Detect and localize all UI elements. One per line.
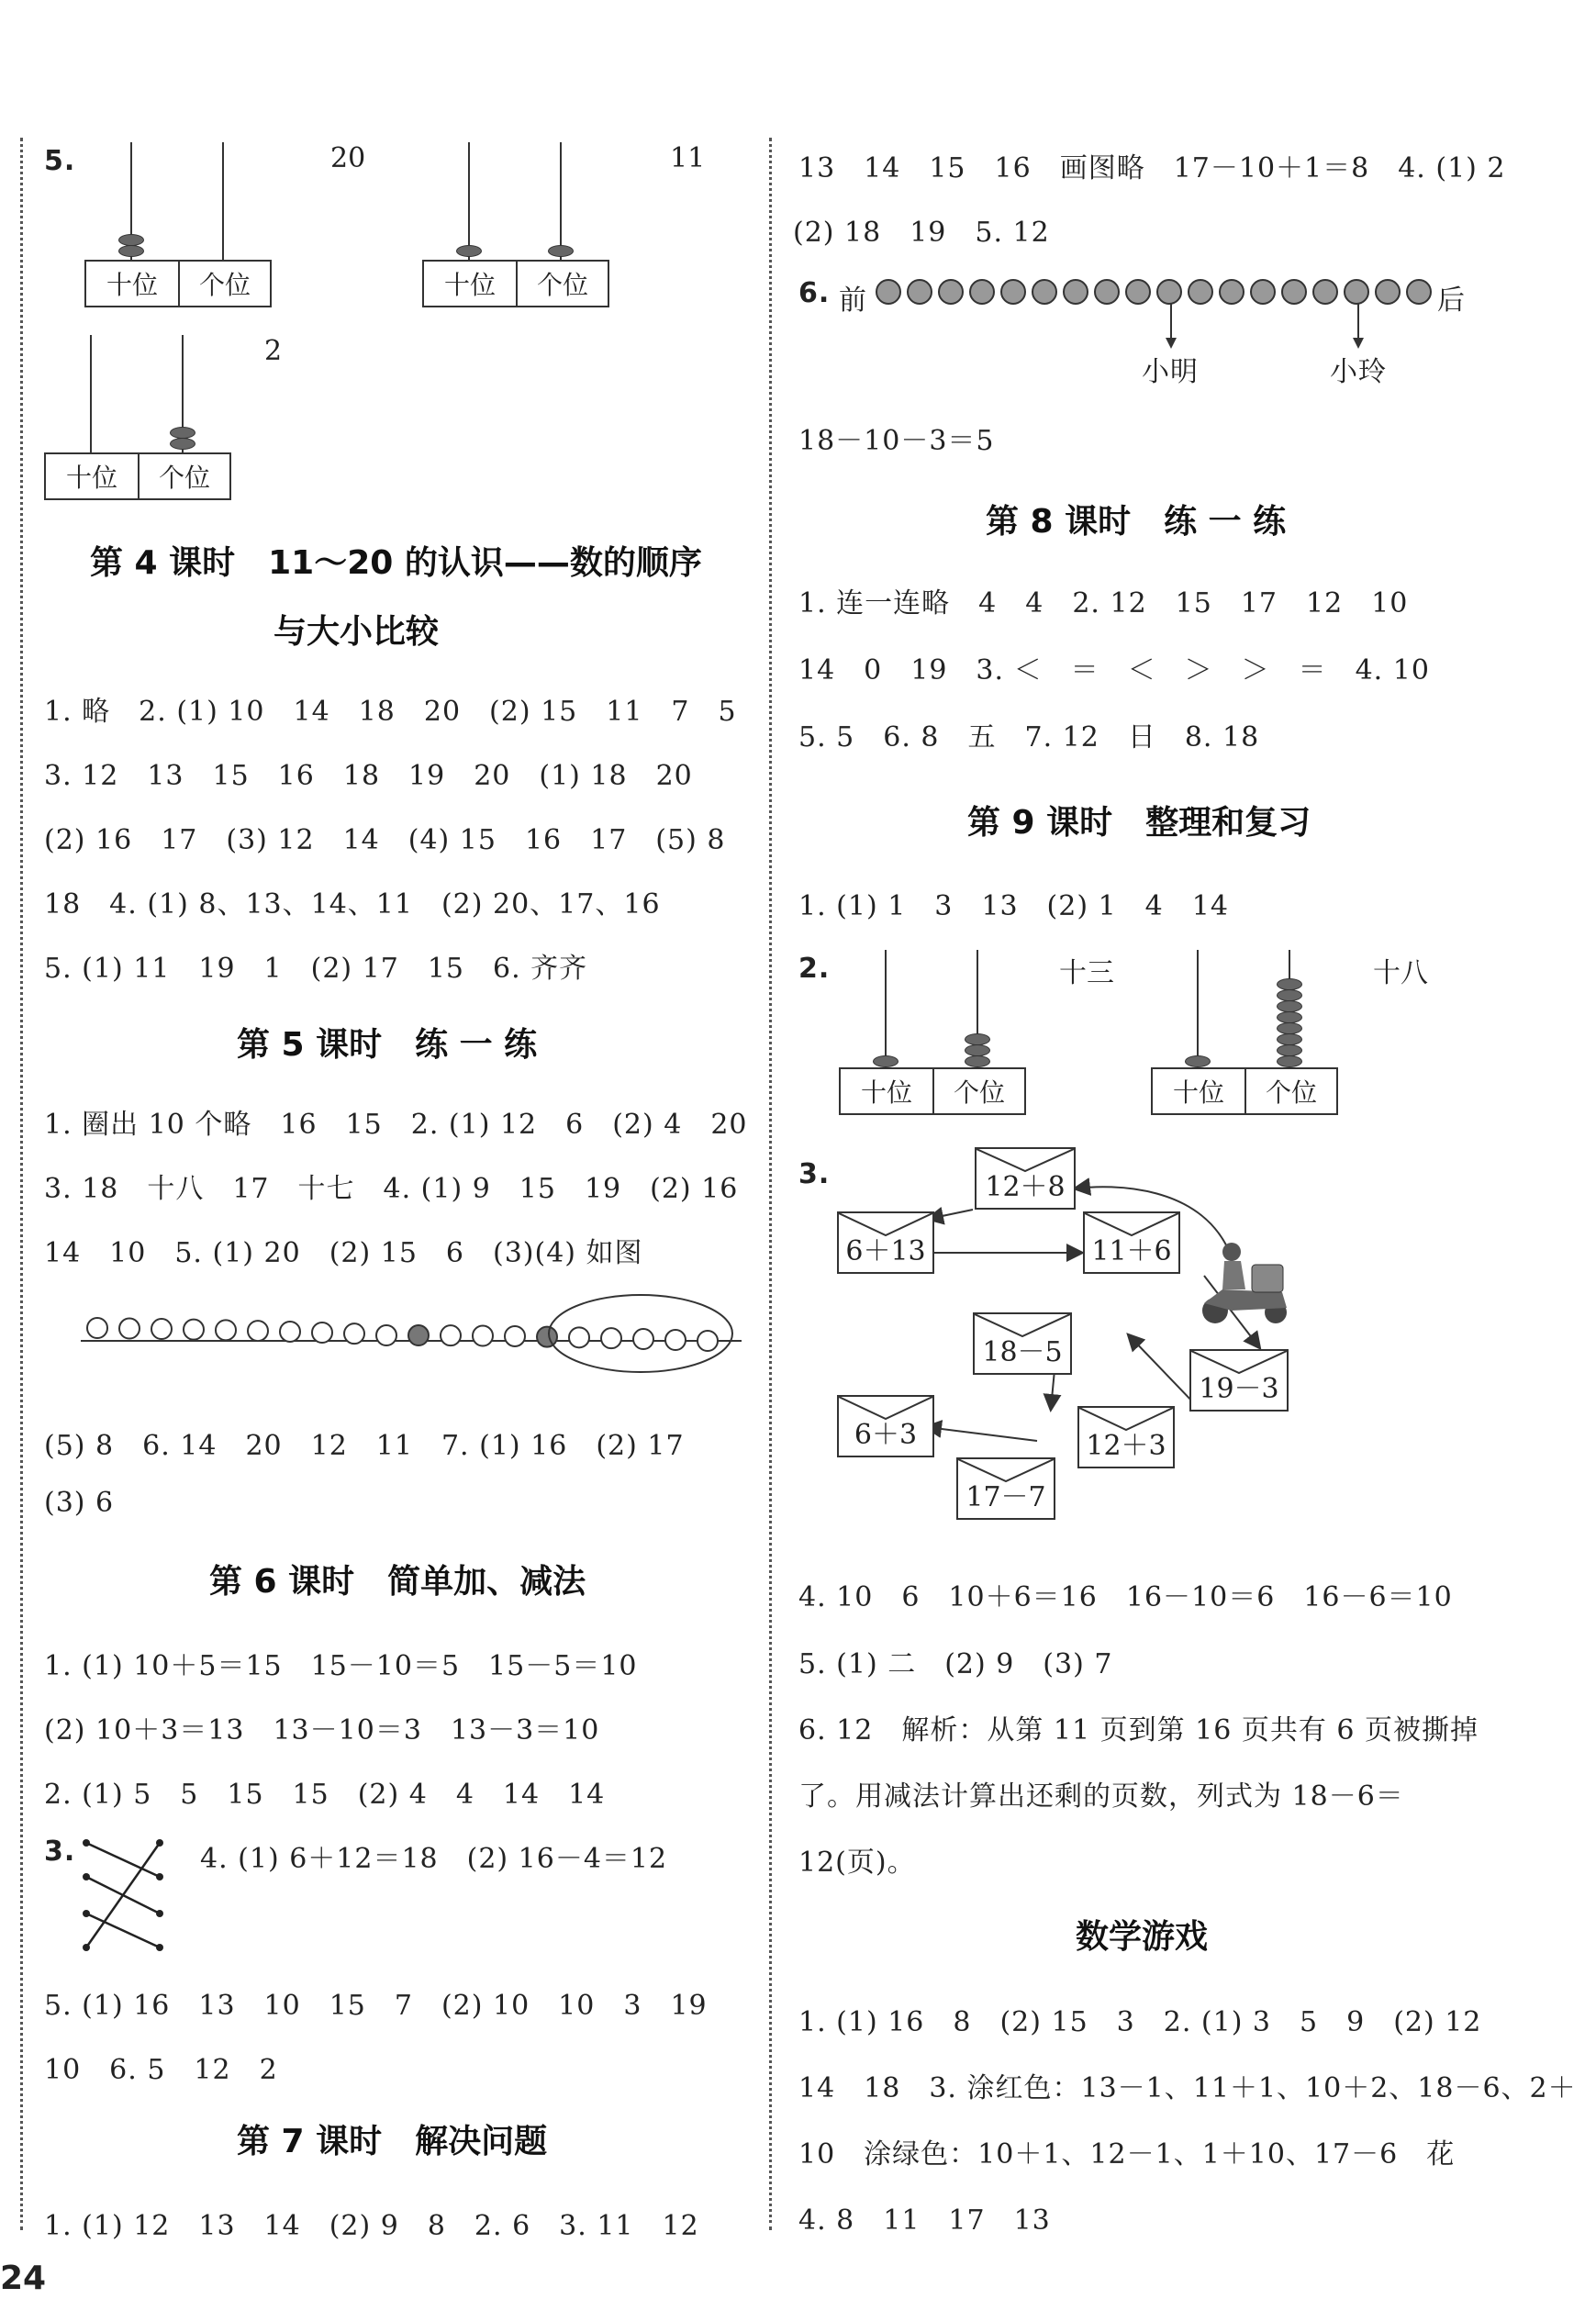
- bead: [505, 1326, 525, 1346]
- bead-string-diagram: [81, 1289, 751, 1390]
- abacus-label-tens: 十位: [1172, 1077, 1224, 1108]
- text-line: 1. (1) 12 13 14 (2) 9 8 2. 6 3. 11 12: [44, 2210, 699, 2242]
- left-margin-rule: [20, 138, 23, 2230]
- text-line: 1. 连一连略 4 4 2. 12 15 17 12 10: [798, 587, 1409, 619]
- delivery-motorbike-icon: [1195, 1239, 1296, 1331]
- queue-person: [970, 280, 994, 304]
- q6-name2: 小玲: [1330, 356, 1387, 388]
- text-line: 了。用减法计算出还剩的页数，列式为 18－6＝: [798, 1780, 1404, 1813]
- abacus-label-ones: 个位: [932, 1069, 1024, 1113]
- text-line: 3. 18 十八 17 十七 4. (1) 9 15 19 (2) 16: [44, 1173, 739, 1205]
- envelope-label: 12＋3: [1086, 1430, 1166, 1462]
- abacus-label-ones: 个位: [178, 262, 270, 306]
- bead: [633, 1329, 653, 1349]
- bead: [408, 1325, 429, 1345]
- envelope-6-plus-13: [837, 1211, 934, 1274]
- q3-label: 3.: [44, 1836, 76, 1868]
- queue-person: [939, 280, 963, 304]
- bead: [441, 1325, 461, 1345]
- lesson8-title: 第 8 课时 练 一 练: [986, 503, 1287, 541]
- envelope-19-minus-3: [1189, 1349, 1289, 1412]
- text-line: 5. 5 6. 8 五 7. 12 日 8. 18: [798, 721, 1260, 753]
- text-line: 14 10 5. (1) 20 (2) 15 6 (3)(4) 如图: [44, 1237, 643, 1269]
- queue-person: [1313, 280, 1337, 304]
- bead: [473, 1326, 493, 1346]
- text-line: 1. (1) 10＋5＝15 15－10＝5 15－5＝10: [44, 1650, 638, 1682]
- abacus-rod-ones: [560, 142, 562, 262]
- abacus-frame: [84, 260, 272, 307]
- abacus-rod-tens: [90, 335, 92, 454]
- abacus-label-ones: 个位: [1244, 1069, 1336, 1113]
- bead: [312, 1322, 332, 1343]
- bead: [184, 1320, 204, 1340]
- text-line: 2. (1) 5 5 15 15 (2) 4 4 14 14: [44, 1779, 606, 1811]
- lesson9-title: 第 9 课时 整理和复习: [967, 804, 1311, 842]
- lesson5-title: 第 5 课时 练 一 练: [237, 1026, 538, 1064]
- q6-name1: 小明: [1142, 356, 1199, 388]
- bead: [665, 1330, 686, 1350]
- route-arrows: [837, 1147, 1479, 1551]
- abacus-frame: [839, 1067, 1026, 1115]
- abacus-label-tens: 十位: [443, 270, 496, 300]
- envelope-label: 17－7: [965, 1481, 1046, 1513]
- text-line: 6. 12 解析：从第 11 页到第 16 页共有 6 页被撕掉: [798, 1714, 1479, 1746]
- queue-person: [1189, 280, 1212, 304]
- text-line: 5. (1) 二 (2) 9 (3) 7: [798, 1648, 1113, 1680]
- queue-person: [1064, 280, 1088, 304]
- abacus-bead: [1277, 1055, 1302, 1067]
- abacus-2: [44, 335, 228, 509]
- envelope-label: 18－5: [982, 1336, 1063, 1368]
- q6-label: 6.: [798, 277, 831, 309]
- envelope-label: 12＋8: [985, 1171, 1066, 1203]
- abacus-value: 20: [330, 142, 366, 174]
- text-line: (5) 8 6. 14 20 12 11 7. (1) 16 (2) 17: [44, 1430, 685, 1462]
- queue-person: [1282, 280, 1306, 304]
- text-line: 3. 12 13 15 16 18 19 20 (1) 18 20: [44, 760, 693, 792]
- abacus-label-ones: 个位: [516, 262, 608, 306]
- bead: [344, 1323, 364, 1344]
- q6-back: 后: [1437, 285, 1466, 317]
- delivery-route-diagram: [837, 1147, 1479, 1551]
- lesson7-title: 第 7 课时 解决问题: [237, 2123, 548, 2160]
- q3-label: 3.: [798, 1158, 831, 1190]
- abacus-value: 十八: [1373, 957, 1428, 989]
- text-line: 14 18 3. 涂红色：13－1、11＋1、10＋2、18－6、2＋: [798, 2072, 1577, 2104]
- envelope-label: 19－3: [1199, 1373, 1279, 1405]
- text-line: 1. 圈出 10 个略 16 15 2. (1) 12 6 (2) 4 20: [44, 1109, 748, 1141]
- queue-person: [1001, 280, 1025, 304]
- lesson6-title: 第 6 课时 简单加、减法: [209, 1563, 586, 1601]
- text-line: (2) 18 19 5. 12: [793, 217, 1050, 249]
- abacus-rod-ones: [222, 142, 224, 262]
- text-line: 4. 8 11 17 13: [798, 2204, 1051, 2237]
- page-number: 24: [0, 2260, 47, 2297]
- bead: [87, 1318, 107, 1338]
- envelope-label: 6＋13: [845, 1235, 926, 1267]
- abacus-rod-tens: [1197, 950, 1199, 1069]
- abacus-bead: [548, 245, 574, 257]
- queue-person: [1376, 280, 1400, 304]
- text-line: 18 4. (1) 8、13、14、11 (2) 20、17、16: [44, 888, 661, 921]
- text-line: (3) 6: [44, 1487, 115, 1519]
- queue-person: [1345, 280, 1368, 304]
- text-line: 4. (1) 6＋12＝18 (2) 16－4＝12: [200, 1843, 668, 1875]
- envelope-11-plus-6: [1083, 1211, 1180, 1274]
- queue-person: [1251, 280, 1275, 304]
- queue-person: [1407, 280, 1431, 304]
- bead: [569, 1327, 589, 1347]
- abacus-value: 2: [264, 335, 283, 367]
- text-line: 12(页)。: [798, 1847, 916, 1879]
- envelope-12-plus-8: [975, 1147, 1076, 1210]
- envelope-label: 11＋6: [1091, 1235, 1172, 1267]
- column-divider: [769, 138, 772, 2230]
- abacus-bead: [965, 1055, 990, 1067]
- lesson4-title: 第 4 课时 11～20 的认识——数的顺序: [90, 544, 702, 582]
- queue-person: [1157, 280, 1181, 304]
- abacus-bead: [1185, 1055, 1211, 1067]
- bead: [601, 1328, 621, 1348]
- queue-person: [1126, 280, 1150, 304]
- bead: [698, 1331, 718, 1351]
- bead: [248, 1321, 268, 1341]
- abacus-value: 11: [670, 142, 706, 174]
- bead: [119, 1319, 140, 1339]
- abacus-20: [84, 142, 268, 317]
- text-line: 4. 10 6 10＋6＝16 16－10＝6 16－6＝10: [798, 1581, 1453, 1613]
- abacus-18: [1151, 950, 1334, 1115]
- abacus-frame: [44, 452, 231, 500]
- abacus-bead: [456, 245, 482, 257]
- lesson4-title-cont: 与大小比较: [273, 613, 440, 651]
- q6-front: 前: [839, 285, 867, 317]
- envelope-6-plus-3: [837, 1395, 934, 1457]
- text-line: 18－10－3＝5: [798, 425, 995, 457]
- abacus-frame: [1151, 1067, 1338, 1115]
- queue-person: [1095, 280, 1119, 304]
- abacus-bead: [873, 1055, 898, 1067]
- queue-person: [1032, 280, 1056, 304]
- queue-person: [876, 280, 900, 304]
- queue-diagram: [876, 275, 1435, 358]
- q2-label: 2.: [798, 953, 831, 985]
- line-matching-diagram: [79, 1836, 171, 1955]
- text-line: 10 6. 5 12 2: [44, 2054, 278, 2086]
- abacus-label-tens: 十位: [106, 270, 158, 300]
- game-title: 数学游戏: [1076, 1918, 1209, 1956]
- abacus-frame: [422, 260, 609, 307]
- text-line: 1. (1) 1 3 13 (2) 1 4 14: [798, 890, 1229, 922]
- text-line: 14 0 19 3. ＜ ＝ ＜ ＞ ＞ ＝ 4. 10: [798, 654, 1430, 686]
- abacus-bead: [118, 245, 144, 257]
- text-line: 5. (1) 16 13 10 15 7 (2) 10 10 3 19: [44, 1990, 708, 2022]
- bead: [280, 1322, 300, 1342]
- bead: [376, 1325, 396, 1345]
- queue-person: [1220, 280, 1244, 304]
- queue-person: [908, 280, 932, 304]
- text-line: 13 14 15 16 画图略 17－10＋1＝8 4. (1) 2: [798, 152, 1506, 184]
- abacus-11: [422, 142, 606, 317]
- text-line: 1. 略 2. (1) 10 14 18 20 (2) 15 11 7 5: [44, 696, 737, 728]
- envelope-17-minus-7: [956, 1457, 1055, 1520]
- text-line: 5. (1) 11 19 1 (2) 17 15 6. 齐齐: [44, 953, 588, 985]
- text-line: (2) 16 17 (3) 12 14 (4) 15 16 17 (5) 8: [44, 824, 726, 856]
- text-line: (2) 10＋3＝13 13－10＝3 13－3＝10: [44, 1714, 600, 1746]
- bead: [151, 1319, 172, 1339]
- abacus-rod-tens: [468, 142, 470, 262]
- abacus-value: 十三: [1059, 957, 1114, 989]
- bead: [537, 1327, 557, 1347]
- abacus-13: [839, 950, 1022, 1115]
- abacus-rod-tens: [885, 950, 887, 1069]
- envelope-label: 6＋3: [854, 1419, 918, 1451]
- bead: [216, 1320, 236, 1340]
- q5-label: 5.: [44, 145, 76, 177]
- abacus-bead: [170, 438, 195, 450]
- envelope-12-plus-3: [1077, 1406, 1175, 1468]
- envelope-18-minus-5: [973, 1312, 1072, 1375]
- abacus-label-tens: 十位: [860, 1077, 912, 1108]
- text-line: 10 涂绿色：10＋1、12－1、1＋10、17－6 花: [798, 2138, 1456, 2171]
- abacus-label-ones: 个位: [138, 454, 229, 498]
- abacus-label-tens: 十位: [65, 463, 117, 493]
- text-line: 1. (1) 16 8 (2) 15 3 2. (1) 3 5 9 (2) 12: [798, 2006, 1482, 2038]
